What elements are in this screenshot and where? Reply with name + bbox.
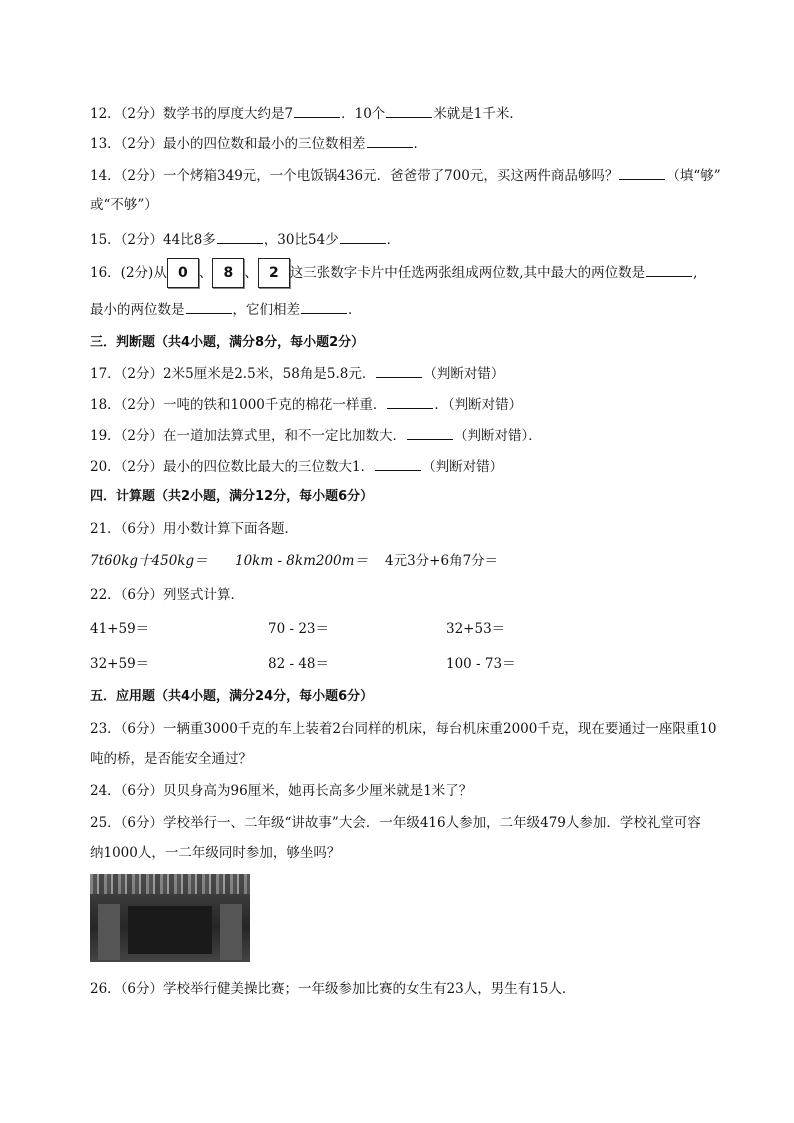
answer-blank[interactable]	[386, 104, 432, 118]
answer-blank[interactable]	[646, 263, 692, 277]
answer-blank[interactable]	[301, 300, 347, 314]
calc-item: 7t60kg十450kg＝	[90, 553, 208, 569]
answer-blank[interactable]	[387, 395, 433, 409]
question-15: 15．（2分）44比8多 ，30比54少 ．	[90, 232, 401, 248]
section-3-heading: 三．判断题（共4小题，满分8分，每小题2分）	[90, 335, 365, 350]
calc-item: 82 - 48＝	[268, 656, 330, 672]
question-20: 20．（2分）最小的四位数比最大的三位数大1． （判断对错）	[90, 459, 504, 475]
digit-card-2: 2	[258, 258, 290, 288]
answer-blank[interactable]	[294, 104, 340, 118]
question-16-line2: 最小的两位数是 ，它们相差 ．	[90, 302, 362, 318]
question-24: 24．（6分）贝贝身高为96厘米，她再长高多少厘米就是1米了？	[90, 783, 473, 799]
section-5-heading: 五．应用题（共4小题，满分24分，每小题6分）	[90, 689, 374, 704]
answer-blank[interactable]	[376, 364, 422, 378]
question-18: 18．（2分）一吨的铁和1000千克的棉花一样重． ．（判断对错）	[90, 397, 523, 413]
calc-item: 100 - 73＝	[446, 656, 516, 672]
question-25-line2: 纳1000人，一二年级同时参加，够坐吗？	[90, 845, 341, 861]
question-21: 21．（6分）用小数计算下面各题．	[90, 521, 299, 537]
digit-card-8: 8	[212, 258, 244, 288]
question-16: 16．(2分)从 0 、 8 、 2 这三张数字卡片中任选两张组成两位数,其中最大的两位数是 ,	[90, 258, 697, 288]
calc-item: 4元3分+6角7分＝	[385, 553, 499, 569]
question-23: 23．（6分）一辆重3000千克的车上装着2台同样的机床，每台机床重2000千克，现在要通过一座限重10	[90, 721, 717, 737]
answer-blank[interactable]	[340, 230, 386, 244]
answer-blank[interactable]	[367, 134, 413, 148]
question-14-line2: 或“不够”）	[90, 197, 158, 213]
calc-item: 70 - 23＝	[268, 621, 330, 637]
question-13: 13．（2分）最小的四位数和最小的三位数相差 ．	[90, 136, 428, 152]
question-26: 26．（6分）学校举行健美操比赛；一年级参加比赛的女生有23人，男生有15人．	[90, 981, 576, 997]
question-19: 19．（2分）在一道加法算式里，和不一定比加数大． （判断对错）．	[90, 428, 542, 444]
answer-blank[interactable]	[217, 230, 263, 244]
question-14: 14．（2分）一个烤箱349元，一个电饭锅436元．爸爸带了700元，买这两件商品够吗？ （填“够”	[90, 168, 721, 184]
calc-item: 32+53＝	[446, 621, 506, 637]
question-22: 22．（6分）列竖式计算．	[90, 587, 245, 603]
digit-card-0: 0	[167, 258, 199, 288]
answer-blank[interactable]	[375, 457, 421, 471]
answer-blank[interactable]	[407, 426, 453, 440]
auditorium-photo	[90, 874, 250, 962]
calc-item: 32+59＝	[90, 656, 150, 672]
question-12: 12．（2分）数学书的厚度大约是7 ．10个 米就是1千米．	[90, 106, 523, 122]
section-4-heading: 四．计算题（共2小题，满分12分，每小题6分）	[90, 489, 374, 504]
calc-item: 41+59＝	[90, 621, 150, 637]
question-17: 17．（2分）2米5厘米是2.5米，58角是5.8元． （判断对错）	[90, 366, 505, 382]
answer-blank[interactable]	[186, 300, 232, 314]
calc-item: 10km - 8km200m＝	[235, 553, 368, 569]
question-25: 25．（6分）学校举行一、二年级“讲故事”大会．一年级416人参加，二年级479人参加．学校礼堂可容	[90, 815, 701, 831]
question-23-line2: 吨的桥，是否能安全通过？	[90, 751, 252, 767]
answer-blank[interactable]	[619, 166, 665, 180]
